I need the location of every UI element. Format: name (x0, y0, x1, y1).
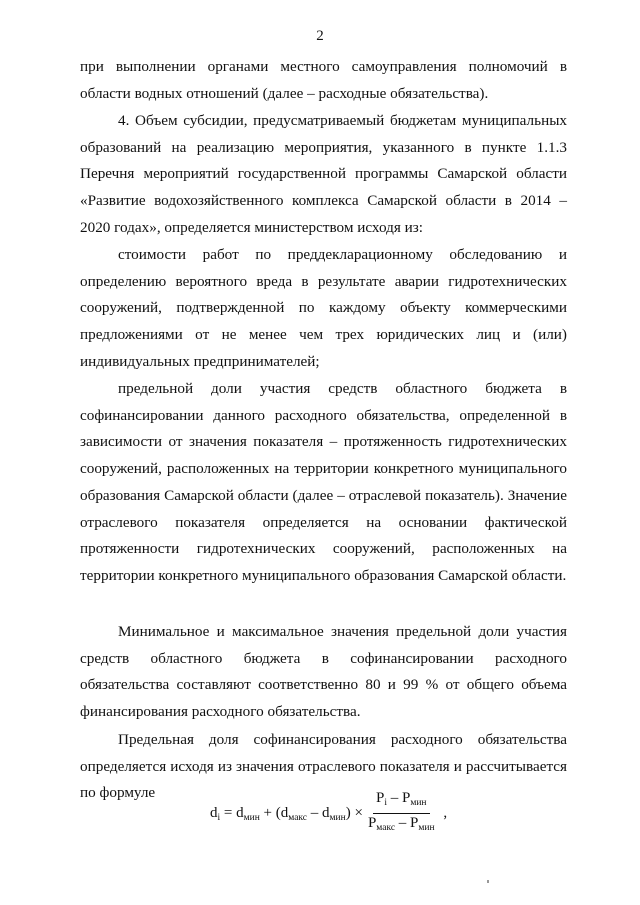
page-number: 2 (316, 28, 324, 44)
formula-d-max: $d_{макс}$ (280, 804, 308, 823)
formula-lhs: $d_i$ (210, 804, 221, 823)
formula-fraction (365, 790, 438, 837)
formula-numerator: $P_i - P_{мин}$ (373, 790, 430, 814)
paragraph-formula-intro: Предельная доля софинансирования расходного обязательства определяется исходя из значения отраслевого показателя и рассчитывается по формуле (80, 731, 567, 802)
paragraph-work-cost: стоимости работ по преддекларационному обследованию и определению вероятного вреда в результате аварии гидротехнических сооружений, подтвержденной по каждому объекту коммерческими предложениями от не менее чем трех юридических лиц и (или) индивидуальных предпринимателей; (80, 246, 567, 370)
formula-equals: = (220, 805, 237, 821)
formula-close-times: ) × (345, 805, 363, 821)
formula-d-min: $d_{мин}$ (236, 804, 260, 823)
paragraph-min-max: Минимальное и максимальное значения предельной доли участия средств областного бюджета в софинансировании расходного обязательства составляют соответственно 80 и 99 % от общего объема финансирования расходного обязательства. (80, 623, 567, 721)
scan-mark (487, 880, 489, 883)
formula-plus-open: + ( (259, 805, 281, 821)
paragraph-item-4: 4. Объем субсидии, предусматриваемый бюджетам муниципальных образований на реализацию мероприятия, указанного в пункте 1.1.3 Перечня мероприятий государственной программы Самарской области «Развитие водохозяйственного комплекса Самарской области в 2014 – 2020 годах», определяется министерством исходя из: (80, 112, 567, 236)
formula-minus: – (307, 805, 323, 821)
formula-denominator: $P_{макс} - P_{мин}$ (367, 815, 435, 833)
paragraph-continuation: при выполнении органами местного самоуправления полномочий в области водных отношений (далее – расходные обязательства). (80, 58, 567, 102)
formula-d-min-2: $d_{мин}$ (322, 804, 346, 823)
formula (210, 790, 447, 837)
paragraph-share-limit: предельной доли участия средств областного бюджета в софинансировании данного расходного обязательства, определенной в зависимости от значения показателя – протяженность гидротехнических сооружений, расположенных на территории конкретного муниципального образования Самарской области (далее – отраслевой показатель). Значение отраслевого показателя определяется на основании фактической протяженности гидротехнических сооружений, расположенных на территории конкретного муниципального образования Самарской области. (80, 380, 567, 584)
formula-tail: , (439, 805, 448, 821)
